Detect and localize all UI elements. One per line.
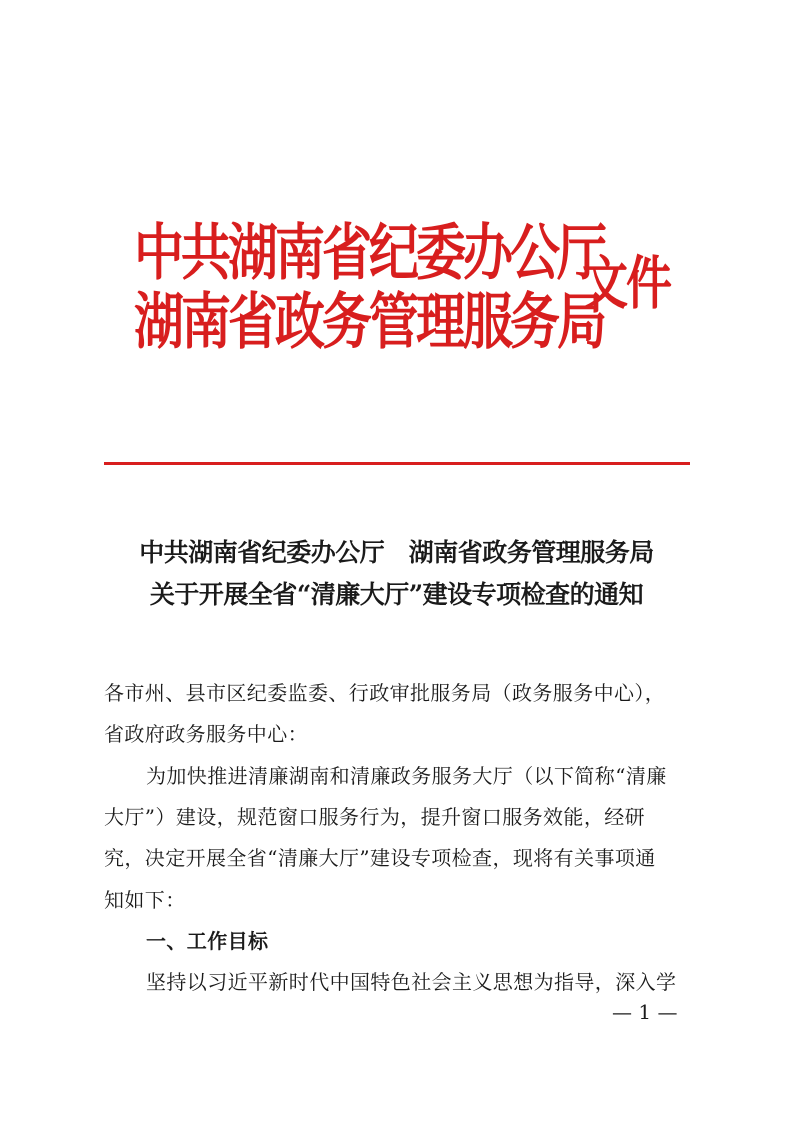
paragraph-1-line-2: 大厅”）建设，规范窗口服务行为，提升窗口服务效能，经研 <box>104 805 646 829</box>
red-separator-line <box>104 462 690 465</box>
section-1-heading: 一、工作目标 <box>146 929 269 953</box>
issuer-name-1: 中共湖南省纪委办公厅 <box>134 216 604 288</box>
addressee-line-2: 省政府政务服务中心： <box>104 722 308 746</box>
title-line-2: 关于开展全省“清廉大厅”建设专项检查的通知 <box>149 580 644 609</box>
paragraph-1-line-3: 究，决定开展全省“清廉大厅”建设专项检查，现将有关事项通 <box>104 846 656 870</box>
document-header <box>134 210 674 360</box>
addressee-line-1: 各市州、县市区纪委监委、行政审批服务局（政务服务中心）， <box>104 681 666 705</box>
paragraph-1-line-4: 知如下： <box>104 888 186 912</box>
page-number: — 1 — <box>612 1000 678 1024</box>
document-mark: 文件 <box>582 249 670 317</box>
paragraph-2-line-1: 坚持以习近平新时代中国特色社会主义思想为指导，深入学 <box>146 970 677 994</box>
title-line-1: 中共湖南省纪委办公厅 湖南省政务管理服务局 <box>139 538 654 567</box>
issuer-name-2: 湖南省政务管理服务局 <box>134 285 604 357</box>
document-title <box>80 532 713 616</box>
paragraph-1-line-1: 为加快推进清廉湖南和清廉政务服务大厅（以下简称“清廉 <box>146 764 667 788</box>
